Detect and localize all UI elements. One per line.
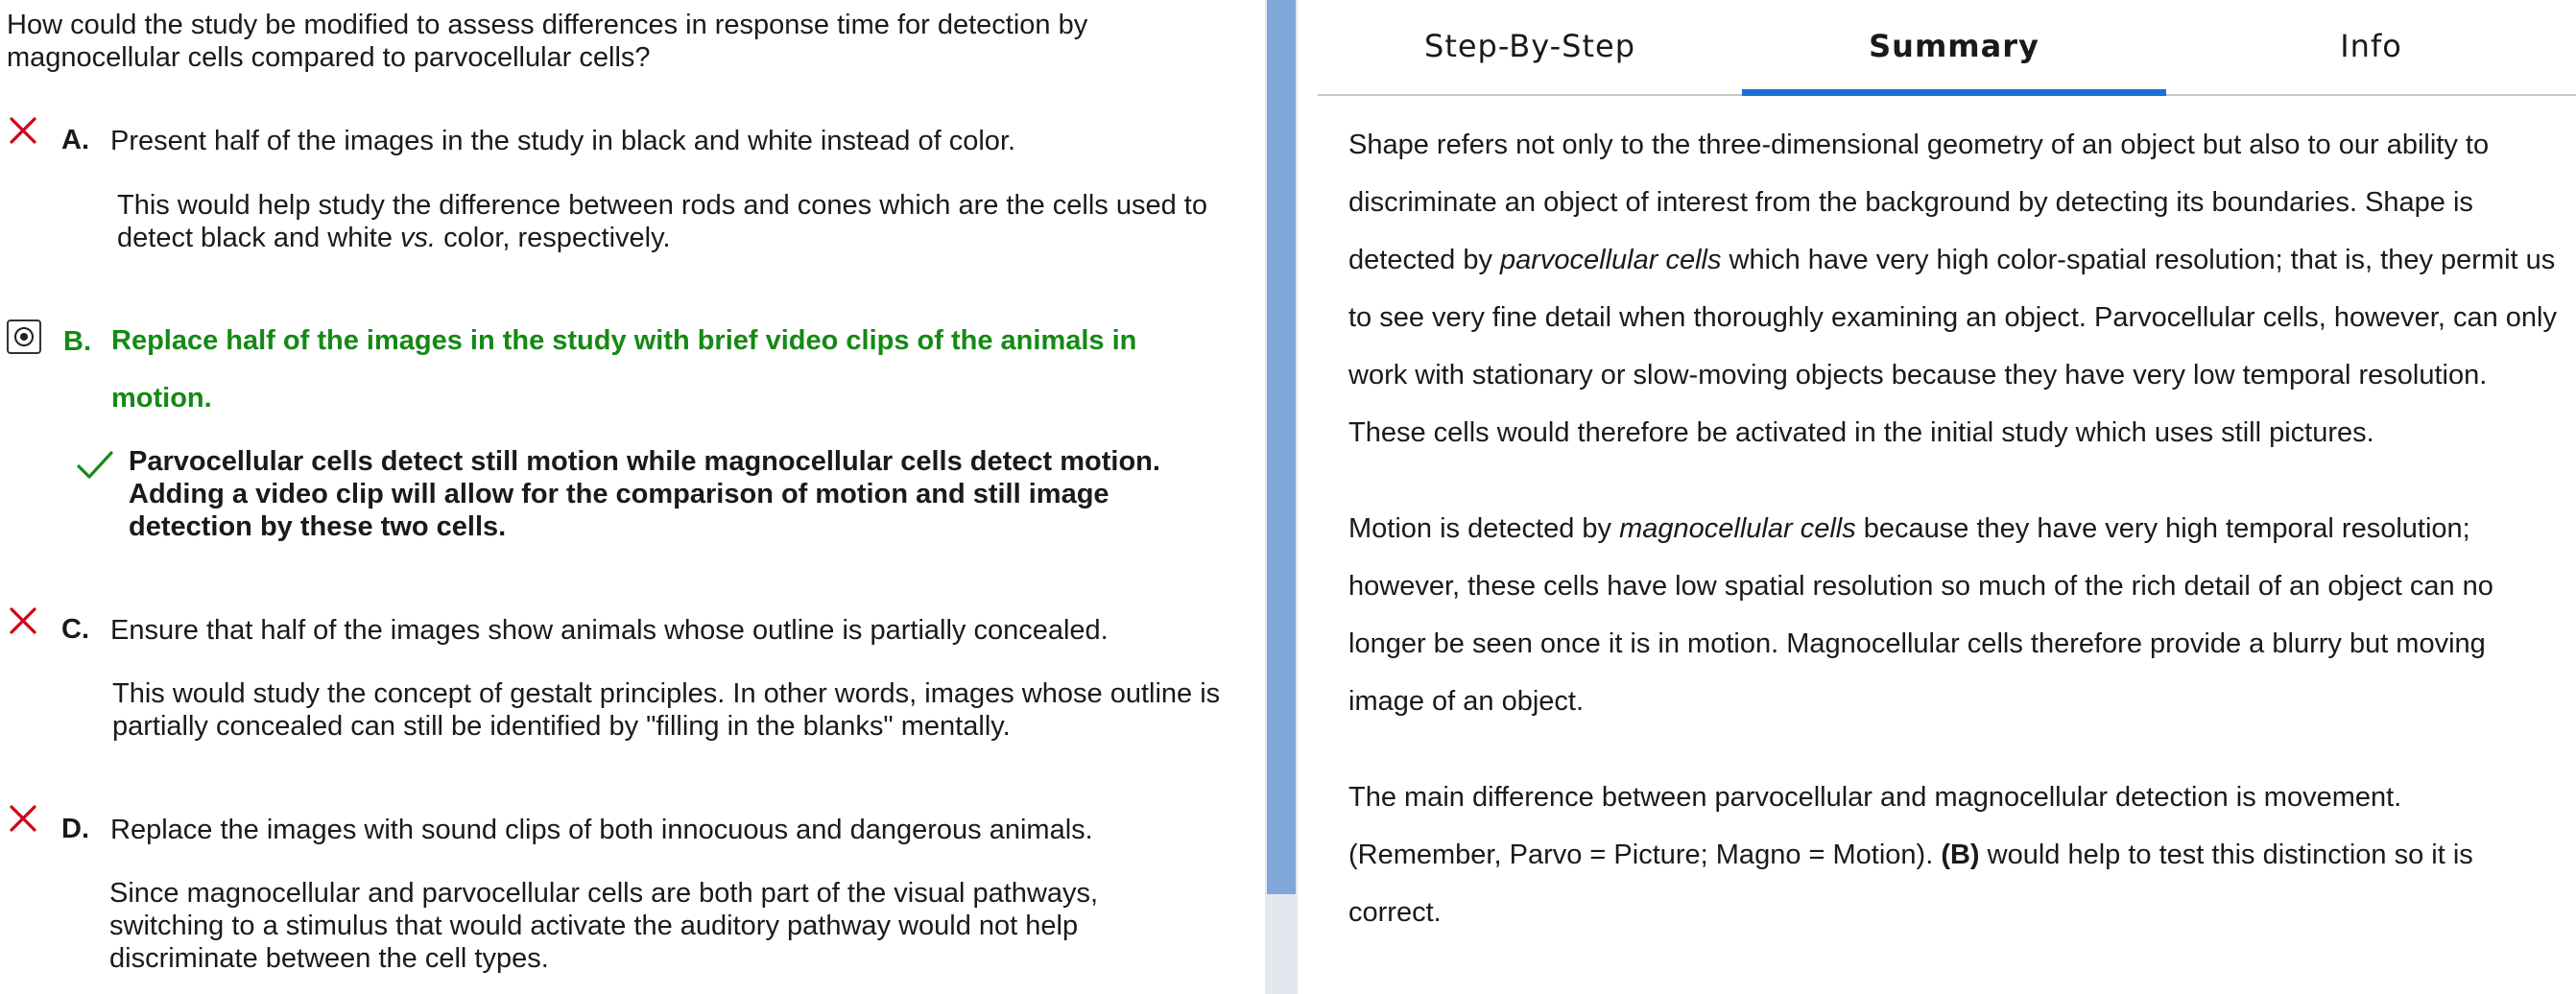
question-panel (0, 0, 1265, 994)
panel-divider (1265, 0, 1298, 994)
tab-summary[interactable]: Summary (1742, 0, 2166, 94)
option-c-explanation: This would study the concept of gestalt principles. In other words, images whose outline is partially concealed can still be identified by "filling in the blanks" mentally. (112, 678, 1221, 742)
tab-bar (1318, 0, 2576, 96)
option-d-explanation: Since magnocellular and parvocellular cells are both part of the visual pathways, switching to a stimulus that would activate the auditory pathway would not help discriminate between the cell types. (109, 878, 1099, 974)
option-b-explanation: Parvocellular cells detect still motion while magnocellular cells detect motion. Adding a video clip will allow for the comparison of motion and still image detection by these two cells. (129, 446, 1160, 542)
explanation-emphasis: vs. (400, 223, 437, 253)
scrollbar-thumb[interactable] (1267, 0, 1296, 894)
summary-paragraph (1348, 500, 2558, 730)
option-a-explanation (117, 189, 1240, 254)
option-d-text[interactable]: Replace the images with sound clips of both innocuous and dangerous animals. (110, 815, 1093, 845)
summary-text: would help to test this distinction so it is correct. (1348, 840, 2473, 928)
tab-step-by-step[interactable]: Step-By-Step (1424, 28, 1635, 64)
explanation-text: color, respectively. (436, 223, 671, 253)
question-text: How could the study be modified to assess differences in response time for detection by magnocellular cells compared to parvocellular cells? (7, 10, 1088, 73)
summary-paragraph (1348, 116, 2558, 462)
explanation-panel (1298, 0, 2576, 994)
option-d-letter: D. (61, 814, 89, 844)
option-c-text[interactable]: Ensure that half of the images show animals whose outline is partially concealed. (110, 615, 1109, 646)
incorrect-x-icon (9, 804, 41, 837)
radio-ring-icon (14, 327, 34, 346)
summary-text: Motion is detected by (1348, 513, 1620, 544)
summary-content (1348, 116, 2558, 980)
summary-text: Shape refers not only to the three-dimensional geometry of an object but also to our ability to discriminate an object of interest from the background by detecting its boundaries. Shape is detected by (1348, 130, 2490, 275)
option-c-letter: C. (61, 614, 89, 645)
tab-info[interactable]: Info (2340, 28, 2402, 64)
option-b-letter: B. (63, 326, 91, 357)
summary-emphasis: parvocellular cells (1500, 245, 1722, 275)
option-a-text[interactable]: Present half of the images in the study in black and white instead of color. (110, 126, 1016, 156)
correct-check-icon (76, 449, 114, 482)
summary-text: because they have very high temporal resolution; however, these cells have low spatial resolution so much of the rich detail of an object can no longer be seen once it is in motion. Magnocellular cells therefore provide a blurry but moving image of an object. (1348, 513, 2493, 717)
option-b-text[interactable]: Replace half of the images in the study with brief video clips of the animals in motion. (111, 325, 1137, 414)
summary-text: which have very high color-spatial resolution; that is, they permit us to see very fine detail when thoroughly examining an object. Parvocellular cells, however, can only work with stationary or slow-moving objects because they have very low temporal resolution. These cells would therefore be activated in the initial study which uses still pictures. (1348, 245, 2557, 448)
selected-radio-button[interactable] (7, 320, 41, 354)
summary-paragraph (1348, 769, 2558, 941)
incorrect-x-icon (9, 606, 41, 639)
summary-text: The main difference between parvocellular and magnocellular detection is movement. (Remember, Parvo = Picture; Magno = Motion). (1348, 782, 2402, 870)
summary-answer-ref: (B) (1941, 840, 1980, 870)
option-a-letter: A. (61, 125, 89, 155)
incorrect-x-icon (9, 116, 41, 149)
summary-emphasis: magnocellular cells (1619, 513, 1856, 544)
explanation-text: This would help study the difference between rods and cones which are the cells used to detect black and white (117, 190, 1207, 253)
